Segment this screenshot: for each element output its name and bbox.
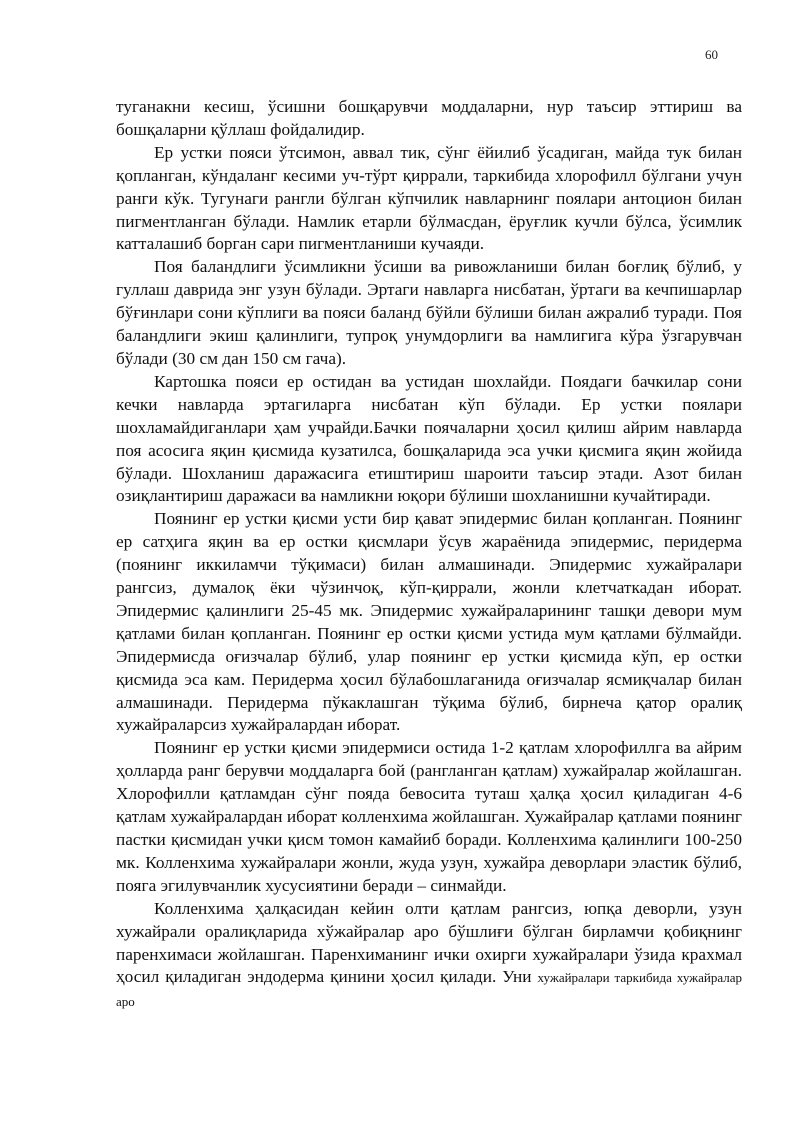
trailing-fragment: хужайралари таркибида хужайралар аро (116, 970, 742, 1010)
paragraph-stem-height: Поя баландлиги ўсимликни ўсиши ва ривожланиши билан боғлиқ бўлиб, у гуллаш даврида энг узун бўлади. Эртаги навларга нисбатан, ўртаги ва кечпишарлар бўғинлари сони кўплиги ва пояси баланд бўйли бўлиши билан ажралиб туради. Поя баландлиги экиш қалинлиги, тупроқ унумдорлиги ва намлигига кўра ўзгарувчан бўлади (30 см дан 150 см гача). (116, 257, 742, 368)
paragraph-continued: туганакни кесиш, ўсишни бошқарувчи моддаларни, нур таъсир эттириш ва бошқаларни қўллаш фойдалидир. (116, 97, 742, 139)
paragraph-stem-branching: Картошка пояси ер остидан ва устидан шохлайди. Поядаги бачкилар сони кечки навларда эртагиларга нисбатан кўп бўлади. Ер устки поялари шохламайдиганлари ҳам учрайди.Бачки поячаларни ҳосил қилиш айрим навларда поя асосига яқин қисмида кузатилса, бошқаларида эса учки қисмига яқин жойида бўлади. Шохланиш даражасига етиштириш шароити таъсир этади. Азот билан озиқлантириш даражаси ва намликни юқори бўлиши шохланишни кучайтиради. (116, 371, 742, 506)
paragraph-stem-description: Ер устки пояси ўтсимон, аввал тик, сўнг ёйилиб ўсадиган, майда тук билан қопланган, кўндаланг кесими уч-тўрт қиррали, таркибида хлорофилл бўлгани учун ранги кўк. Тугунаги рангли бўлган кўпчилик навларнинг поялари антоцион билан пигментланган бўлади. Намлик етарли бўлмасдан, ёруғлик кучли бўлса, ўсимлик катталашиб борган сари пигментланиши кучаяди. (116, 142, 742, 254)
body-text (116, 96, 742, 1014)
page-number: 60 (705, 47, 718, 62)
paragraph-parenchyma (116, 898, 742, 1015)
paragraph-parenchyma-text: Колленхима ҳалқасидан кейин олти қатлам рангсиз, юпқа деворли, узун хужайрали оралиқларида хўжайралар аро бўшлиғи бўлган бирламчи қобиқнинг паренхимаси жойлашган. Паренхиманинг ички охирги хужайралари ўзида крахмал ҳосил қиладиган эндодерма қинини ҳосил қилади. Уни (116, 898, 742, 987)
paragraph-collenchyma: Поянинг ер устки қисми эпидермиси остида 1-2 қатлам хлорофиллга ва айрим ҳолларда ранг берувчи моддаларга бой (рангланган қатлам) хужайралар жойлашган. Хлорофилли қатламдан сўнг пояда бевосита туташ ҳалқа ҳосил қиладиган 4-6 қатлам хужайралардан иборат колленхима жойлашган. Хужайралар қатлами поянинг пастки қисмидан учки қисм томон камайиб боради. Колленхима қалинлиги 100-250 мк. Колленхима хужайралари жонли, жуда узун, хужайра деворлари эластик бўлиб, пояга эгилувчанлик хусусиятини беради – синмайди. (116, 738, 742, 895)
paragraph-epidermis: Поянинг ер устки қисми усти бир қават эпидермис билан қопланган. Поянинг ер сатҳига яқин ва ер остки қисмлари ўсув жараёнида эпидермис, перидерма (поянинг иккиламчи тўқимаси) билан алмашинади. Эпидермис хужайралари рангсиз, думалоқ ёки чўзинчоқ, кўп-қиррали, жонли клетчаткадан иборат. Эпидермис қалинлиги 25-45 мк. Эпидермис хужайраларининг ташқи девори мум қатлами билан қопланган. Поянинг ер остки қисми устида мум қатлами бўлмайди. Эпидермисда оғизчалар бўлиб, улар поянинг ер устки қисмида кўп, ер остки қисмида эса кам. Перидерма ҳосил бўлабошлаганида оғизчалар ясмиқчалар билан алмашинади. Перидерма пўкаклашган тўқима бўлиб, бирнеча қатор оралиқ хужайраларсиз хужайралардан иборат. (116, 509, 742, 735)
